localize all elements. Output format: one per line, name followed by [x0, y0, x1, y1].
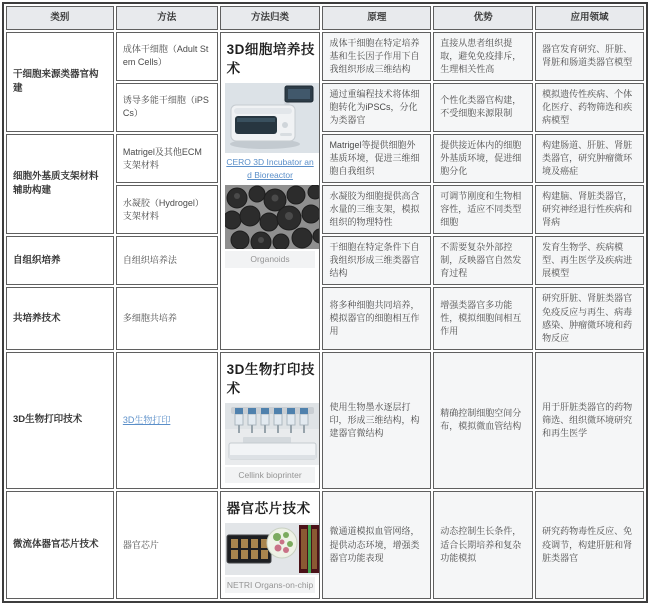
- principle-cell: 通过重编程技术将体细胞转化为iPSCs，分化为类器官: [322, 83, 431, 132]
- header-principle: 原理: [322, 6, 431, 30]
- cero-incubator-image: [225, 83, 319, 153]
- application-cell: 构建肠道、肝脏、肾脏类器官，研究肿瘤微环境及癌症: [535, 134, 644, 183]
- application-cell: 器官发育研究、肝脏、肾脏和肠道类器官模型: [535, 32, 644, 81]
- method-organ-chip: 器官芯片: [116, 491, 218, 599]
- advantage-cell: 可调节刚度和生物相容性，适应不同类型细胞: [433, 185, 533, 234]
- header-method: 方法: [116, 6, 218, 30]
- table-row: [6, 236, 644, 285]
- bioprinter-image: [225, 403, 320, 465]
- category-bioprinting: 3D生物打印技术: [6, 352, 114, 489]
- principle-cell: 干细胞在特定条件下自我组织形成三维类器官结构: [322, 236, 431, 285]
- header-row: [6, 6, 644, 30]
- category-self-organization: 自组织培养: [6, 236, 114, 285]
- table-row: [6, 352, 644, 489]
- application-cell: 研究肝脏、肾脏类器官免疫反应与再生、病毒感染、肿瘤微环境和药物反应: [535, 287, 644, 349]
- organ-chip-caption: NETRI Organs-on-chip: [225, 577, 316, 593]
- principle-cell: 微通道模拟血管网络，提供动态环境，增强类器官功能表现: [322, 491, 431, 599]
- method-self-organization: 自组织培养法: [116, 236, 218, 285]
- group-cell-bioprinting: [220, 352, 321, 489]
- table-row: [6, 134, 644, 183]
- header-category: 类别: [6, 6, 114, 30]
- application-cell: 研究药物毒性反应、免疫调节，构建肝脏和肾脏类器官: [535, 491, 644, 599]
- principle-cell: 使用生物墨水逐层打印，形成三维结构，构建器官微结构: [322, 352, 431, 489]
- category-organ-chip: 微流体器官芯片技术: [6, 491, 114, 599]
- principle-cell: 成体干细胞在特定培养基和生长因子作用下自我组织形成三维结构: [322, 32, 431, 81]
- table-row: [6, 32, 644, 81]
- advantage-cell: 提供接近体内的细胞外基质环境，促进细胞分化: [433, 134, 533, 183]
- advantage-cell: 个性化类器官构建，不受细胞来源限制: [433, 83, 533, 132]
- advantage-cell: 增强类器官多功能性，模拟细胞间相互作用: [433, 287, 533, 349]
- category-co-culture: 共培养技术: [6, 287, 114, 349]
- application-cell: 用于肝脏类器官的药物筛选、组织微环境研究和再生医学: [535, 352, 644, 489]
- principle-cell: 将多种细胞共同培养，模拟器官的细胞相互作用: [322, 287, 431, 349]
- header-method-group: 方法归类: [220, 6, 321, 30]
- advantage-cell: 动态控制生长条件，适合长期培养和复杂功能模拟: [433, 491, 533, 599]
- method-co-culture: 多细胞共培养: [116, 287, 218, 349]
- method-hydrogel: 水凝胶（Hydrogel）支架材料: [116, 185, 218, 234]
- application-cell: 构建脑、肾脏类器官，研究神经退行性疾病和肾病: [535, 185, 644, 234]
- bioprinter-caption: Cellink bioprinter: [225, 467, 316, 483]
- micrograph-caption: Organoids: [225, 251, 316, 267]
- organ-chip-image: [225, 523, 320, 575]
- method-bioprinting-link-cell: [116, 352, 218, 489]
- group-cell-organ-chip: [220, 491, 321, 599]
- advantage-cell: 直接从患者组织提取，避免免疫排斥，生理相关性高: [433, 32, 533, 81]
- cero-incubator-link[interactable]: CERO 3D Incubator and Bioreactor: [226, 156, 314, 180]
- header-advantage: 优势: [433, 6, 533, 30]
- application-cell: 模拟遗传性疾病、个体化医疗、药物筛选和疾病模型: [535, 83, 644, 132]
- advantage-cell: 精确控制细胞空间分布，模拟微血管结构: [433, 352, 533, 489]
- group-title-bioprinting: 3D生物打印技术: [226, 361, 315, 397]
- principle-cell: 水凝胶为细胞提供高含水量的三维支架，模拟组织的物理特性: [322, 185, 431, 234]
- method-adult-stem-cells: 成体干细胞（Adult Stem Cells）: [116, 32, 218, 81]
- method-matrigel: Matrigel及其他ECM支架材料: [116, 134, 218, 183]
- group-cell-3d-culture: [220, 32, 321, 350]
- table-row: [6, 491, 644, 599]
- group-title-organ-chip: 器官芯片技术: [226, 501, 311, 517]
- application-cell: 发育生物学、疾病模型、再生医学及疾病进展模型: [535, 236, 644, 285]
- organoid-micrograph-image: [225, 185, 321, 249]
- category-ecm-scaffold: 细胞外基质支架材料辅助构建: [6, 134, 114, 234]
- bioprinting-link[interactable]: 3D生物打印: [122, 414, 171, 425]
- header-application: 应用领域: [535, 6, 644, 30]
- category-stem-cell: 干细胞来源类器官构建: [6, 32, 114, 132]
- comparison-table: [2, 2, 648, 603]
- principle-cell: Matrigel等提供细胞外基质环境，促进三维细胞自我组织: [322, 134, 431, 183]
- advantage-cell: 不需要复杂外部控制，反映器官自然发育过程: [433, 236, 533, 285]
- method-ipscs: 诱导多能干细胞（iPSCs）: [116, 83, 218, 132]
- group-title-3d-culture: 3D细胞培养技术: [226, 41, 315, 77]
- table-row: [6, 287, 644, 349]
